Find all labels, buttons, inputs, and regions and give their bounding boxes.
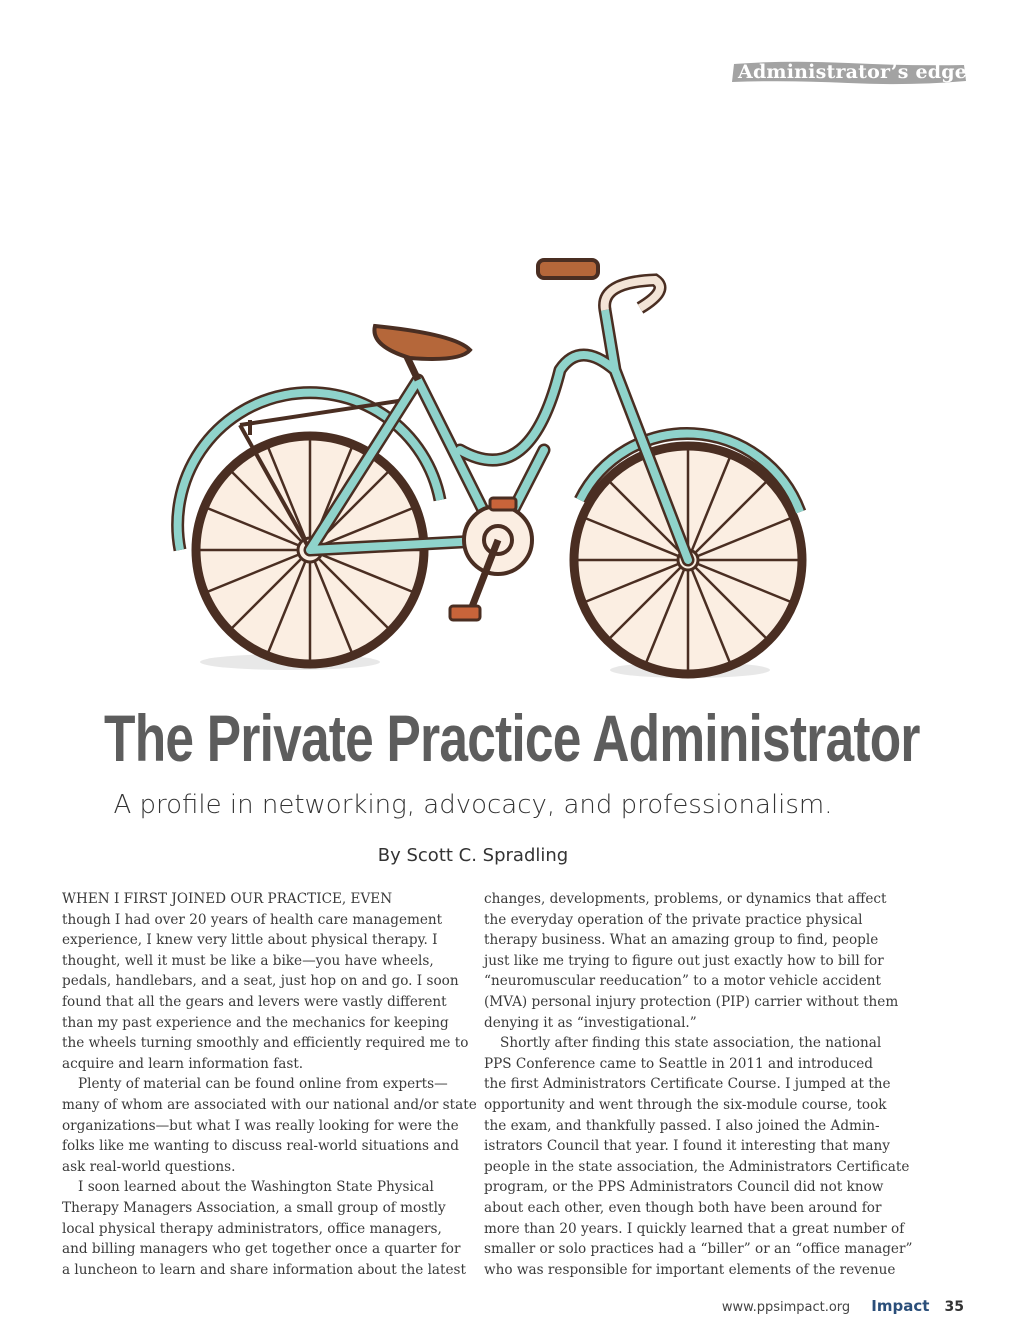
body-column-right <box>484 889 913 1280</box>
magazine-name: Impact <box>871 1297 930 1315</box>
body-line: acquire and learn information fast. <box>62 1055 304 1072</box>
body-line: denying it as “investigational.” <box>484 1014 697 1031</box>
body-line: thought, well it must be like a bike—you have wheels, <box>62 952 434 969</box>
body-line: more than 20 years. I quickly learned that a great number of <box>484 1220 905 1237</box>
body-line: found that all the gears and levers were vastly different <box>62 993 447 1010</box>
body-line: people in the state association, the Administrators Certificate <box>484 1158 910 1175</box>
body-line: Therapy Managers Association, a small group of mostly <box>62 1199 446 1216</box>
body-line: and billing managers who get together once a quarter for <box>62 1241 461 1258</box>
body-line: local physical therapy administrators, office managers, <box>62 1220 442 1237</box>
section-tag <box>728 58 968 88</box>
body-column-left <box>62 889 477 1280</box>
handlebar-grip <box>538 260 598 278</box>
page-footer <box>722 1296 964 1315</box>
body-line: organizations—but what I was really looking for were the <box>62 1117 459 1134</box>
body-line: PPS Conference came to Seattle in 2011 and introduced <box>484 1055 873 1072</box>
body-line: “neuromuscular reeducation” to a motor vehicle accident <box>484 973 881 990</box>
body-line: a luncheon to learn and share information about the latest <box>62 1261 466 1278</box>
body-line: I soon learned about the Washington State Physical <box>78 1179 434 1196</box>
body-line: (MVA) personal injury protection (PIP) carrier without them <box>484 993 899 1010</box>
body-line: who was responsible for important elements of the revenue <box>484 1261 896 1278</box>
body-line: program, or the PPS Administrators Council did not know <box>484 1179 884 1196</box>
section-tag-label: Administrator’s edge <box>738 61 968 83</box>
body-line: Shortly after finding this state association, the national <box>500 1035 882 1052</box>
article-subtitle: A profile in networking, advocacy, and professionalism. <box>113 790 833 820</box>
body-line: than my past experience and the mechanics for keeping <box>62 1014 449 1031</box>
body-line: therapy business. What an amazing group to find, people <box>484 932 879 949</box>
body-line: changes, developments, problems, or dynamics that affect <box>484 891 887 907</box>
article-title: The Private Practice Administrator <box>104 701 920 775</box>
byline: By Scott C. Spradling <box>377 845 569 866</box>
body-line: opportunity and went through the six-module course, took <box>484 1096 887 1113</box>
body-line: the exam, and thankfully passed. I also joined the Admin- <box>484 1117 880 1134</box>
body-line: though I had over 20 years of health care management <box>62 911 443 928</box>
body-line: folks like me wanting to discuss real-world situations and <box>62 1138 459 1155</box>
body-line: about each other, even though both have been around for <box>484 1199 882 1216</box>
website-link[interactable]: www.ppsimpact.org <box>721 1300 851 1315</box>
saddle <box>374 326 470 359</box>
body-line: pedals, handlebars, and a seat, just hop on and go. I soon <box>62 973 459 990</box>
body-line: the wheels turning smoothly and efficiently required me to <box>62 1035 469 1052</box>
page-number: 35 <box>944 1299 964 1315</box>
body-line: istrators Council that year. I found it interesting that many <box>484 1138 890 1155</box>
body-line: Plenty of material can be found online from experts— <box>78 1076 448 1093</box>
body-line: ask real-world questions. <box>62 1158 236 1175</box>
body-line: the first Administrators Certificate Course. I jumped at the <box>484 1076 891 1093</box>
bicycle-illustration <box>160 250 830 690</box>
body-line: WHEN I FIRST JOINED OUR PRACTICE, EVEN <box>62 891 393 907</box>
body-line: the everyday operation of the private practice physical <box>484 911 863 928</box>
body-line: just like me trying to figure out just exactly how to bill for <box>484 952 884 969</box>
body-line: smaller or solo practices had a “biller” or an “office manager” <box>484 1241 913 1258</box>
body-line: many of whom are associated with our national and/or state <box>62 1096 477 1113</box>
body-line: experience, I knew very little about physical therapy. I <box>62 932 438 949</box>
